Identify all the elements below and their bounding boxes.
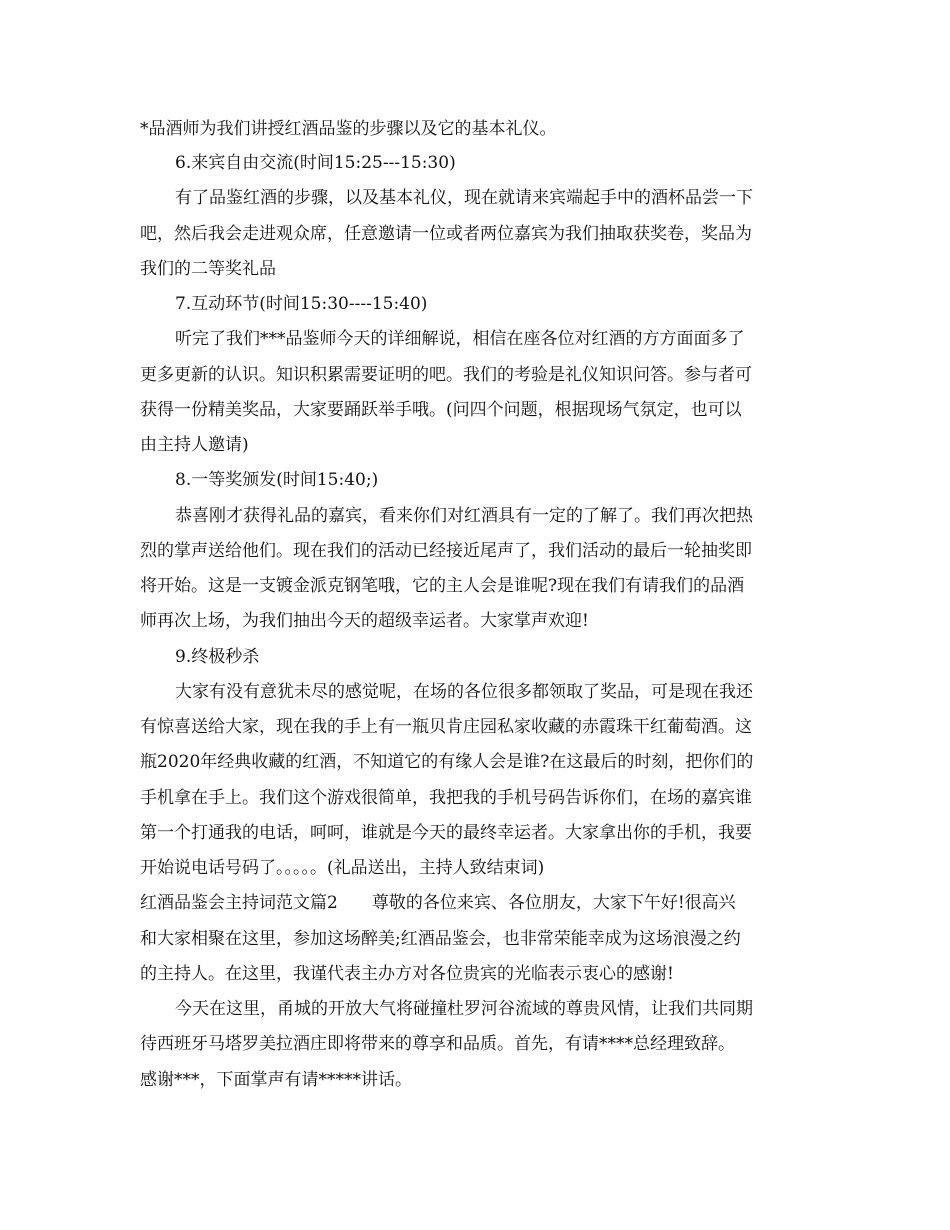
text-line: 有了品鉴红酒的步骤，以及基本礼仪，现在就请来宾端起手中的酒杯品尝一下 bbox=[175, 188, 753, 208]
text-line: 今天在这里，甬城的开放大气将碰撞杜罗河谷流域的尊贵风情，让我们共同期 bbox=[175, 999, 753, 1019]
text-line: 吧，然后我会走进观众席，任意邀请一位或者两位嘉宾为我们抽取获奖卷，奖品为 bbox=[140, 224, 752, 244]
section-heading: 6.来宾自由交流(时间15:25---15:30) bbox=[175, 153, 456, 173]
section-heading: 9.终极秒杀 bbox=[175, 647, 260, 667]
text-line: 烈的掌声送给他们。现在我们的活动已经接近尾声了，我们活动的最后一轮抽奖即 bbox=[140, 541, 752, 561]
text-line: 和大家相聚在这里，参加这场醉美;红酒品鉴会，也非常荣能幸成为这场浪漫之约 bbox=[140, 929, 741, 949]
article-title-line: 红酒品鉴会主持词范文篇2 尊敬的各位来宾、各位朋友，大家下午好!很高兴 bbox=[140, 893, 736, 913]
text-line: 感谢***，下面掌声有请*****讲话。 bbox=[140, 1070, 412, 1090]
text-line: 由主持人邀请) bbox=[140, 435, 249, 455]
text-line: 获得一份精美奖品，大家要踊跃举手哦。(问四个问题，根据现场气氛定，也可以 bbox=[140, 400, 742, 420]
text-line: 将开始。这是一支镀金派克钢笔哦，它的主人会是谁呢?现在我们有请我们的品酒 bbox=[140, 576, 745, 596]
text-line: 的主持人。在这里，我谨代表主办方对各位贵宾的光临表示衷心的感谢! bbox=[140, 964, 674, 984]
text-line: 手机拿在手上。我们这个游戏很简单，我把我的手机号码告诉你们，在场的嘉宾谁 bbox=[140, 788, 752, 808]
text-line: 恭喜刚才获得礼品的嘉宾，看来你们对红酒具有一定的了解了。我们再次把热 bbox=[175, 506, 753, 526]
text-line: 更多更新的认识。知识积累需要证明的吧。我们的考验是礼仪知识问答。参与者可 bbox=[140, 365, 752, 385]
text-line: 我们的二等奖礼品 bbox=[140, 259, 276, 279]
text-line: *品酒师为我们讲授红酒品鉴的步骤以及它的基本礼仪。 bbox=[140, 119, 557, 139]
text-line: 有惊喜送给大家，现在我的手上有一瓶贝肯庄园私家收藏的赤霞珠干红葡萄酒。这 bbox=[140, 717, 752, 737]
text-line: 瓶2020年经典收藏的红酒，不知道它的有缘人会是谁?在这最后的时刻，把你们的 bbox=[140, 752, 754, 772]
section-heading: 7.互动环节(时间15:30----15:40) bbox=[175, 294, 428, 314]
text-line: 开始说电话号码了。。。。。(礼品送出，主持人致结束词) bbox=[140, 858, 545, 878]
text-line: 第一个打通我的电话，呵呵，谁就是今天的最终幸运者。大家拿出你的手机，我要 bbox=[140, 823, 752, 843]
text-line: 大家有没有意犹未尽的感觉呢，在场的各位很多都领取了奖品，可是现在我还 bbox=[175, 682, 753, 702]
section-heading: 8.一等奖颁发(时间15:40;) bbox=[175, 470, 379, 490]
text-line: 听完了我们***品鉴师今天的详细解说，相信在座各位对红酒的方方面面多了 bbox=[175, 329, 745, 349]
text-line: 师再次上场，为我们抽出今天的超级幸运者。大家掌声欢迎! bbox=[140, 611, 589, 631]
text-line: 待西班牙马塔罗美拉酒庄即将带来的尊享和品质。首先，有请****总经理致辞。 bbox=[140, 1034, 735, 1054]
